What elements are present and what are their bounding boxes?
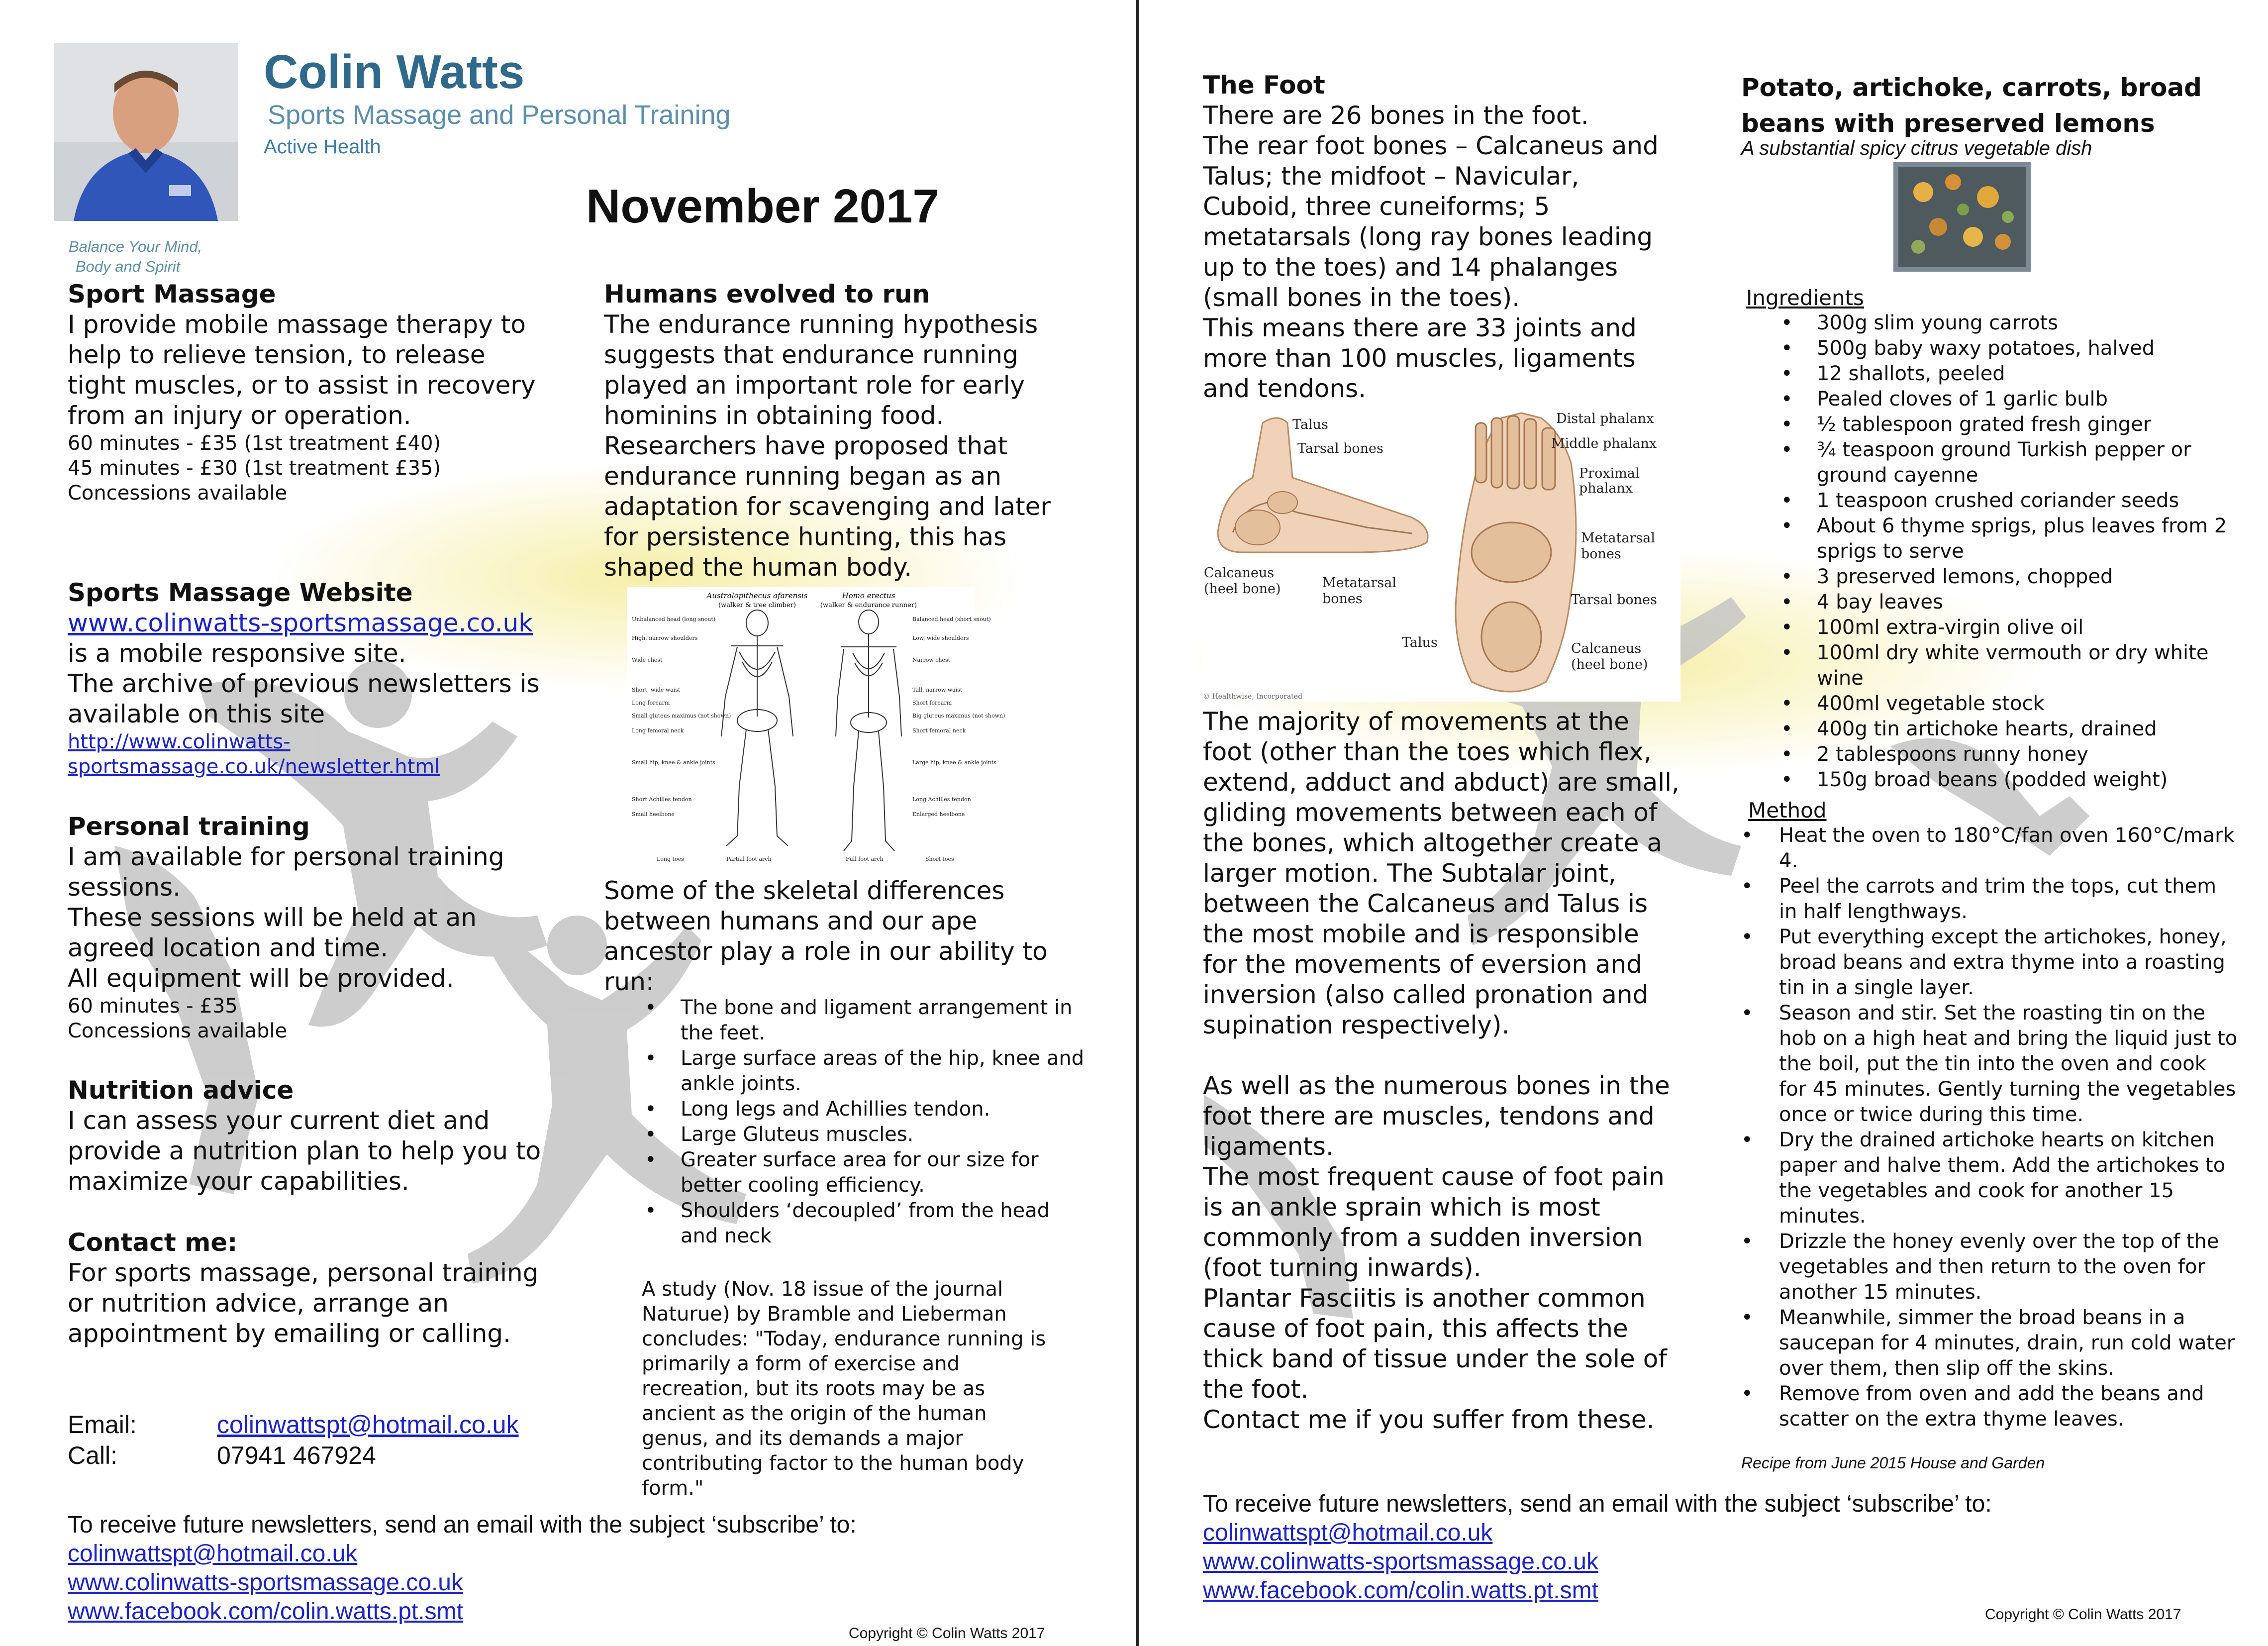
list-item: • 300g slim young carrots [1781,310,2239,336]
contact-details [68,1409,519,1471]
profile-photo [54,43,238,221]
list-item: • 4 bay leaves [1781,590,2239,615]
label-distal-phalanx: Distal phalanx [1556,411,1654,426]
right-copyright: Copyright © Colin Watts 2017 [1985,1606,2181,1623]
list-item: • 100ml dry white vermouth or dry white wine [1781,640,2239,691]
method-label: Method [1748,798,1827,823]
label-metatarsal-right-sub: bones [1581,546,1621,562]
sport-massage-section [68,279,545,506]
skeletal-differences-list [645,995,1092,1249]
left-footer-website-link[interactable]: www.colinwatts-sportsmassage.co.uk [68,1569,463,1596]
fig-left-label: Small heelbone [632,811,675,818]
method-list [1741,823,2239,1432]
list-item: • 2 tablespoons runny honey [1781,742,2239,767]
left-copyright: Copyright © Colin Watts 2017 [849,1625,1045,1642]
fig-left-label: Long femoral neck [632,727,684,734]
concessions-text: Concessions available [68,482,288,505]
call-label: Call: [68,1441,118,1469]
fig-right-label: Narrow chest [912,657,951,663]
email-label: Email: [68,1411,137,1439]
list-item: • 150g broad beans (podded weight) [1781,767,2239,793]
fig-left-label: Wide chest [632,657,663,663]
list-item: • ½ tablespoon grated fresh ginger [1781,412,2239,437]
fig-right-sub: (walker & endurance runner) [820,602,917,609]
list-item: • Remove from oven and add the beans and scatter on the extra thyme leaves. [1741,1381,2239,1432]
slogan-line-1: Balance Your Mind, [69,238,202,255]
figure-credit: © Healthwise, Incorporated [1203,693,1303,701]
recipe-photo [1893,162,2031,272]
personal-training-section [68,811,545,1043]
list-item: • 100ml extra-virgin olive oil [1781,615,2239,640]
list-item: • Dry the drained artichoke hearts on kitchen paper and halve them. Add the artichokes to the vegetables and cook for another 15 minutes. [1741,1128,2239,1229]
list-item: • Meanwhile, simmer the broad beans in a saucepan for 4 minutes, drain, run cold water over them, then slip off the skins. [1741,1305,2239,1381]
website-heading: Sports Massage Website [68,578,413,607]
label-tarsal-bones: Tarsal bones [1297,441,1383,456]
fig-bottom-label: Partial foot arch [726,856,772,862]
pt-line-3: All equipment will be provided. [68,964,454,993]
brand-name: Colin Watts [264,45,525,99]
contact-body: For sports massage, personal training or nutrition advice, arrange an appointment by emailing or calling. [68,1258,539,1348]
foot-section-2 [1203,707,1680,1435]
sport-massage-body: I provide mobile massage therapy to help to relieve tension, to release tight muscles, or to assist in recovery from an injury or operation. [68,310,536,430]
label-tarsal-right: Tarsal bones [1571,592,1657,608]
foot-p4: The majority of movements at the foot (other than the toes which flex, extend, adduct and abduct) are small, gliding movements between each of the bones, which altogether create a larger motion. The Subtalar joint, between the Calcaneus and Talus is the most mobile and is responsible for the movements of eversion and inversion (also called pronation and supination respectively). [1203,707,1679,1039]
list-item: • Peel the carrots and trim the tops, cut them in half lengthways. [1741,874,2239,925]
right-footer [1203,1490,2198,1605]
issue-date: November 2017 [586,180,939,233]
label-calcaneus-right: Calcaneus [1571,641,1642,656]
foot-p1: There are 26 bones in the foot. [1203,101,1589,130]
foot-p8: Contact me if you suffer from these. [1203,1405,1655,1434]
fig-right-label: Tall, narrow waist [912,687,963,693]
list-item: • The bone and ligament arrangement in the feet. [645,995,1092,1046]
fig-right-label: Short femoral neck [912,727,966,734]
foot-p7: Plantar Fasciitis is another common cause of foot pain, this affects the thick band of tissue under the sole of the foot. [1203,1284,1667,1404]
archive-link-line-2[interactable]: sportsmassage.co.uk/newsletter.html [68,755,440,778]
slogan [69,237,202,277]
label-metatarsal-left-sub: bones [1322,591,1363,607]
fig-left-label: Small gluteus maximus (not shown) [632,713,731,719]
brand-subtitle: Sports Massage and Personal Training [268,100,731,130]
contact-heading: Contact me: [68,1228,238,1257]
label-calcaneus-left-sub: (heel bone) [1204,581,1281,597]
study-quote: A study (Nov. 18 issue of the journal Naturue) by Bramble and Lieberman concludes: "Today, endurance running is primarily a form of exercise and recreation, but its roots may be as ancient as the origin of the human genus, and its demands a major contributing factor to the human body form." [642,1278,1046,1500]
fig-right-label: Enlarged heelbone [912,811,965,818]
website-section [68,577,545,779]
pt-line-1: I am available for personal training sessions. [68,842,504,902]
fig-left-sub: (walker & tree climber) [718,602,796,609]
label-proximal-sub: phalanx [1579,481,1633,496]
right-footer-website-link[interactable]: www.colinwatts-sportsmassage.co.uk [1203,1548,1598,1575]
website-link[interactable]: www.colinwatts-sportsmassage.co.uk [68,609,533,637]
fig-right-label: Short toes [925,856,954,862]
brand-tagline: Active Health [264,136,381,158]
fig-bottom-label-right: Full foot arch [846,856,884,862]
foot-p6: The most frequent cause of foot pain is an ankle sprain which is most commonly from a sudden inversion (foot turning inwards). [1203,1162,1665,1282]
fig-left-label: Long forearm [632,700,670,706]
humans-intro-2 [604,876,1082,997]
label-proximal: Proximal [1579,466,1640,481]
humans-intro-2-text: Some of the skeletal differences between humans and our ape ancestor play a role in our ability to run: [604,876,1048,996]
phone-number: 07941 467924 [217,1441,376,1469]
left-footer [68,1511,1063,1626]
label-calcaneus-right-sub: (heel bone) [1571,657,1648,672]
foot-section [1203,70,1680,404]
left-subscribe-text: To receive future newsletters, send an email with the subject ‘subscribe’ to: [68,1512,857,1538]
pt-price: 60 minutes - £35 [68,995,238,1018]
label-metatarsal-left: Metatarsal [1322,575,1397,591]
foot-p5: As well as the numerous bones in the foot there are muscles, tendons and ligaments. [1203,1071,1670,1161]
list-item: • Drizzle the honey evenly over the top of the vegetables and then return to the oven for another 15 minutes. [1741,1229,2239,1305]
fig-left-label: Long toes [657,856,684,862]
right-footer-facebook-link[interactable]: www.facebook.com/colin.watts.pt.smt [1203,1577,1598,1604]
contact-section [68,1227,545,1349]
list-item: • ¾ teaspoon ground Turkish pepper or ground cayenne [1781,437,2239,488]
fig-left-label: Short Achilles tendon [632,796,692,803]
list-item: • 400ml vegetable stock [1781,691,2239,717]
sport-massage-heading: Sport Massage [68,280,276,309]
recipe-description: A substantial spicy citrus vegetable dish [1741,137,2092,159]
list-item: • Shoulders ‘decoupled’ from the head and neck [645,1198,1092,1249]
humans-section [604,279,1082,583]
fig-right-label: Low, wide shoulders [912,635,969,641]
label-metatarsal-right: Metatarsal [1581,530,1656,546]
list-item: • 500g baby waxy potatoes, halved [1781,336,2239,361]
list-item: • 1 teaspoon crushed coriander seeds [1781,488,2239,514]
list-item: • Greater surface area for our size for better cooling efficiency. [645,1147,1092,1198]
fig-right-title: Homo erectus [842,591,895,600]
label-calcaneus-left: Calcaneus [1204,565,1275,581]
list-item: • Heat the oven to 180°C/fan oven 160°C/mark 4. [1741,823,2239,874]
label-middle-phalanx: Middle phalanx [1551,436,1657,451]
list-item: • 12 shallots, peeled [1781,361,2239,387]
page-divider [1136,0,1139,1646]
humans-body: The endurance running hypothesis suggests that endurance running played an important role for early hominins in obtaining food. Researchers have proposed that endurance running began as an adaptation for scavenging and later for persistence hunting, this has shaped the human body. [604,310,1051,582]
pt-line-2: These sessions will be held at an agreed location and time. [68,903,477,962]
fig-right-label: Big gluteus maximus (not shown) [912,713,1005,719]
ingredients-list [1781,310,2239,793]
nutrition-heading: Nutrition advice [68,1076,294,1105]
fig-right-label: Short forearm [912,700,952,706]
price-60: 60 minutes - £35 (1st treatment £40) [68,432,441,455]
foot-heading: The Foot [1203,71,1325,100]
sport-massage-prices [68,431,545,506]
nutrition-section [68,1075,545,1197]
label-talus-top: Talus [1292,417,1328,432]
fig-left-title: Australopithecus afarensis [706,591,808,600]
right-subscribe-text: To receive future newsletters, send an email with the subject ‘subscribe’ to: [1203,1491,1992,1517]
label-talus-bottom: Talus [1402,635,1438,650]
left-footer-facebook-link[interactable]: www.facebook.com/colin.watts.pt.smt [68,1598,463,1625]
fig-left-label: High, narrow shoulders [632,635,698,641]
list-item: • Long legs and Achillies tendon. [645,1097,1092,1122]
fig-left-label: Unbalanced head (long snout) [632,616,716,622]
ingredients-label: Ingredients [1746,286,1864,310]
list-item: • Large surface areas of the hip, knee and ankle joints. [645,1046,1092,1097]
fig-left-label: Short, wide waist [632,687,681,693]
list-item: • Large Gluteus muscles. [645,1122,1092,1147]
recipe-source: Recipe from June 2015 House and Garden [1741,1454,2045,1472]
list-item: • Put everything except the artichokes, honey, broad beans and extra thyme into a roasting tin in a single layer. [1741,925,2239,1001]
fig-right-label: Long Achilles tendon [912,796,971,803]
skeleton-comparison-figure [627,587,1005,866]
price-45: 45 minutes - £30 (1st treatment £35) [68,457,441,480]
nutrition-body: I can assess your current diet and provide a nutrition plan to help you to maximize your capabilities. [68,1106,541,1196]
foot-p3: This means there are 33 joints and more than 100 muscles, ligaments and tendons. [1203,313,1637,403]
list-item: • About 6 thyme sprigs, plus leaves from 2 sprigs to serve [1781,514,2239,564]
fig-right-label: Balanced head (short snout) [912,616,991,622]
archive-link-line-1[interactable]: http://www.colinwatts- [68,730,291,753]
pt-concessions: Concessions available [68,1020,288,1042]
fig-right-label: Large hip, knee & ankle joints [912,759,996,766]
list-item: • 400g tin artichoke hearts, drained [1781,717,2239,742]
humans-heading: Humans evolved to run [604,280,930,309]
fig-left-label: Small hip, knee & ankle joints [632,759,715,766]
right-footer-email-link[interactable]: colinwattspt@hotmail.co.uk [1203,1520,1493,1546]
list-item: • Pealed cloves of 1 garlic bulb [1781,387,2239,412]
email-link[interactable]: colinwattspt@hotmail.co.uk [217,1411,519,1439]
personal-training-heading: Personal training [68,812,310,841]
website-text-1: is a mobile responsive site. [68,639,406,668]
foot-p2: The rear foot bones – Calcaneus and Talus; the midfoot – Navicular, Cuboid, three cuneiforms; 5 metatarsals (long ray bones leading up to the toes) and 14 phalanges (small bones in the toes). [1203,131,1659,312]
list-item: • Season and stir. Set the roasting tin on the hob on a high heat and bring the liquid just to the boil, put the tin into the oven and cook for 45 minutes. Gently turning the vegetables once or twice during this time. [1741,1001,2239,1128]
slogan-line-2: Body and Spirit [76,258,181,275]
foot-anatomy-figure [1203,403,1680,702]
website-text-2: The archive of previous newsletters is available on this site [68,669,540,728]
recipe-title: Potato, artichoke, carrots, broad beans with preserved lemons [1741,73,2202,138]
list-item: • 3 preserved lemons, chopped [1781,564,2239,590]
left-footer-email-link[interactable]: colinwattspt@hotmail.co.uk [68,1541,358,1567]
